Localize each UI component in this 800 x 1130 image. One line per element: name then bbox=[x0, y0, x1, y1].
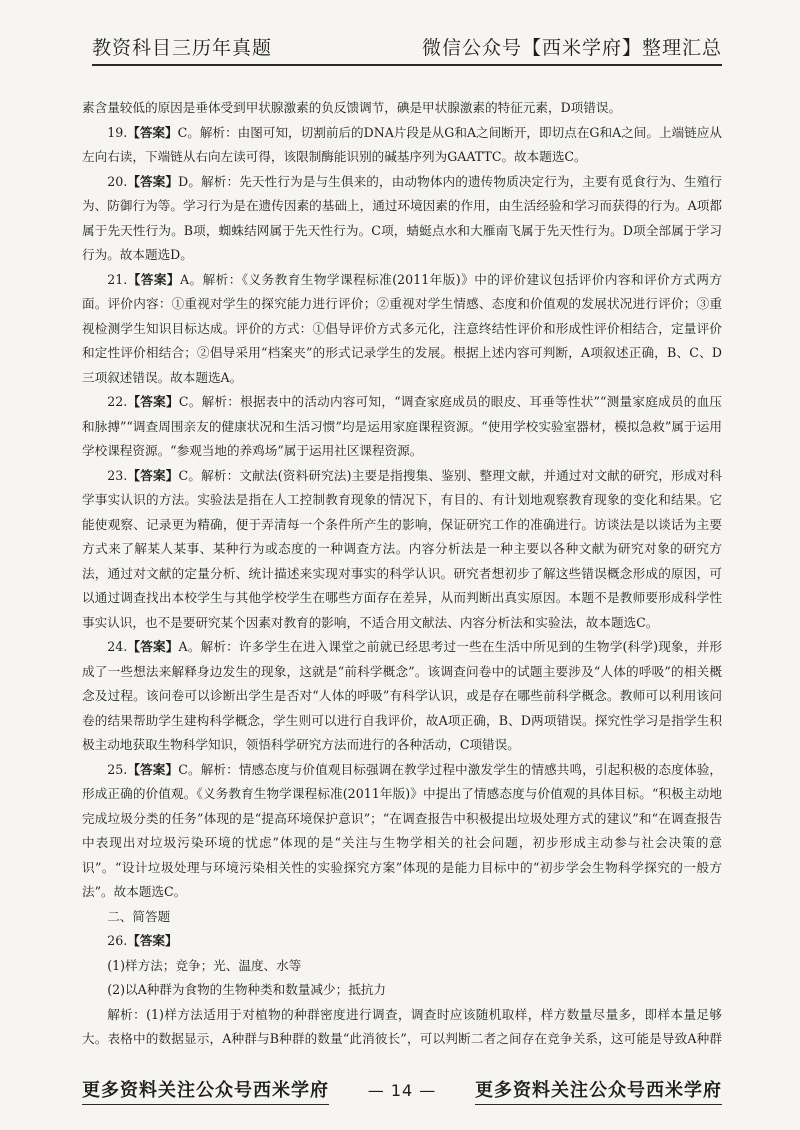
document-body bbox=[82, 96, 722, 1056]
paragraph bbox=[82, 954, 722, 979]
paragraph bbox=[82, 390, 722, 464]
question-number: 24. bbox=[107, 639, 128, 654]
paragraph-text: (2)以A种群为食物的生物种类和数量减少；抵抗力 bbox=[107, 982, 386, 997]
paragraph bbox=[82, 929, 722, 954]
answer-tag: 【答案】 bbox=[127, 467, 179, 483]
question-number: 19. bbox=[107, 124, 128, 140]
paragraph bbox=[82, 121, 722, 170]
question-number: 21. bbox=[107, 271, 128, 287]
paragraph bbox=[82, 268, 722, 391]
page-number: — 14 — bbox=[367, 1081, 437, 1100]
header-left-title: 教资科目三历年真题 bbox=[92, 37, 273, 59]
paragraph-text: (1)样方法；竞争；光、温度、水等 bbox=[107, 957, 302, 973]
page-footer bbox=[82, 1076, 722, 1105]
question-number: 23. bbox=[107, 467, 128, 483]
question-number: 22. bbox=[107, 394, 128, 409]
page-header bbox=[92, 30, 722, 66]
paragraph-text: C。解析：文献法(资料研究法)主要是指搜集、鉴别、整理文献，并通过对文献的研究，形成对科学事实认识的方法。实验法是指在人工控制教育现象的情况下，有目的、有计划地观察教育现象的变化和结果。它能使观察、记录更为精确，便于弄清每一个条件所产生的影响，保证研究工作的准确进行。访谈法是以谈话为主要方式来了解某人某事、某种行为或态度的一种调查方法。内容分析法是一种主要以各种文献为研究对象的研究方法，通过对文献的定量分析、统计描述来实现对事实的科学认识。研究者想初步了解这些错误概念形成的原因，可以通过调查找出本校学生与其他学校学生在哪些方面存在差异，从而判断出真实原因。本题不是教师要形成科学性事实认识，也不是要研究某个因素对教育的影响，不适合用文献法、内容分析法和实验法，故本题选C。 bbox=[82, 467, 722, 630]
paragraph-text: D。解析：先天性行为是与生俱来的，由动物体内的遗传物质决定行为，主要有觅食行为、生殖行为、防御行为等。学习行为是在遗传因素的基础上，通过环境因素的作用，由生活经验和学习而获得的行为。A项都属于先天性行为。B项，蜘蛛结网属于先天性行为。C项，蜻蜓点水和大雁南飞属于先天性行为。D项全部属于学习行为。故本题选D。 bbox=[82, 173, 722, 262]
paragraph bbox=[82, 96, 722, 121]
paragraph-text: 解析：(1)样方法适用于对植物的种群密度进行调查，调查时应该随机取样，样方数量尽量多，即样本量足够大。表格中的数据显示，A种群与B种群的数量“此消彼长”，可以判断二者之间存在竞争关系，这可能是导致A种群 bbox=[82, 1006, 722, 1046]
paragraph bbox=[82, 758, 722, 905]
answer-tag: 【答案】 bbox=[127, 933, 178, 948]
header-right-title: 微信公众号【西米学府】整理汇总 bbox=[421, 37, 722, 59]
paragraph bbox=[82, 1003, 722, 1057]
answer-tag: 【答案】 bbox=[127, 173, 179, 189]
paragraph-text: A。解析：《义务教育生物学课程标准(2011年版)》中的评价建议包括评价内容和评价方式两方面。评价内容：①重视对学生的探究能力进行评价；②重视对学生情感、态度和价值观的发展状况进行评价；③重视检测学生知识目标达成。评价的方式：①倡导评价方式多元化，注意终结性评价和形成性评价相结合，定量评价和定性评价相结合；②倡导采用“档案夹”的形式记录学生的发展。根据上述内容可判断，A项叙述正确，B、C、D三项叙述错误。故本题选A。 bbox=[82, 271, 722, 385]
paragraph-text: 二、简答题 bbox=[107, 908, 171, 924]
footer-left-text: 更多资料关注公众号西米学府 bbox=[82, 1076, 329, 1105]
paragraph-text: C。解析：由图可知，切割前后的DNA片段是从G和A之间断开，即切点在G和A之间。上端链应从左向右读，下端链从右向左读可得，该限制酶能识别的碱基序列为GAATTC。故本题选C。 bbox=[82, 124, 722, 164]
paragraph bbox=[82, 170, 722, 268]
question-number: 25. bbox=[107, 761, 128, 777]
answer-tag: 【答案】 bbox=[127, 394, 179, 409]
footer-right-text: 更多资料关注公众号西米学府 bbox=[475, 1076, 722, 1105]
question-number: 26. bbox=[107, 933, 128, 948]
paragraph bbox=[82, 905, 722, 930]
paragraph bbox=[82, 635, 722, 758]
question-number: 20. bbox=[107, 173, 128, 189]
answer-tag: 【答案】 bbox=[127, 761, 179, 777]
answer-tag: 【答案】 bbox=[127, 124, 178, 140]
paragraph-text: 素含量较低的原因是垂体受到甲状腺激素的负反馈调节，碘是甲状腺激素的特征元素，D项错误。 bbox=[82, 100, 622, 115]
paragraph-text: C。解析：根据表中的活动内容可知，“调查家庭成员的眼皮、耳垂等性状”“测量家庭成员的血压和脉搏”“调查周围亲友的健康状况和生活习惯”均是运用家庭课程资源。“使用学校实验室器材，模拟急救”属于运用学校课程资源。“参观当地的养鸡场”属于运用社区课程资源。 bbox=[82, 394, 722, 458]
paragraph-text: C。解析：情感态度与价值观目标强调在教学过程中激发学生的情感共鸣，引起积极的态度体验，形成正确的价值观。《义务教育生物学课程标准(2011年版)》中提出了情感态度与价值观的具体目标。“积极主动地完成垃圾分类的任务”体现的是“提高环境保护意识”；“在调查报告中积极提出垃圾处理方式的建议”和“在调查报告中表现出对垃圾污染环境的忧虑”体现的是“关注与生物学相关的社会问题，初步形成主动参与社会决策的意识”。“设计垃圾处理与环境污染相关性的实验探究方案”体现的是能力目标中的“初步学会生物科学探究的一般方法”。故本题选C。 bbox=[82, 761, 722, 899]
answer-tag: 【答案】 bbox=[127, 639, 179, 654]
paragraph bbox=[82, 978, 722, 1003]
paragraph-text: A。解析：许多学生在进入课堂之前就已经思考过一些在生活中所见到的生物学(科学)现象，并形成了一些想法来解释身边发生的现象，这就是“前科学概念”。该调查问卷中的试题主要涉及“人体的呼吸”的相关概念及过程。该问卷可以诊断出学生是否对“人体的呼吸”有科学认识，或是存在哪些前科学概念。教师可以利用该问卷的结果帮助学生建构科学概念，学生则可以进行自我评价，故A项正确，B、D两项错误。探究性学习是指学生积极主动地获取生物科学知识，领悟科学研究方法而进行的各种活动，C项错误。 bbox=[82, 639, 722, 752]
answer-tag: 【答案】 bbox=[127, 271, 180, 287]
paragraph bbox=[82, 464, 722, 636]
